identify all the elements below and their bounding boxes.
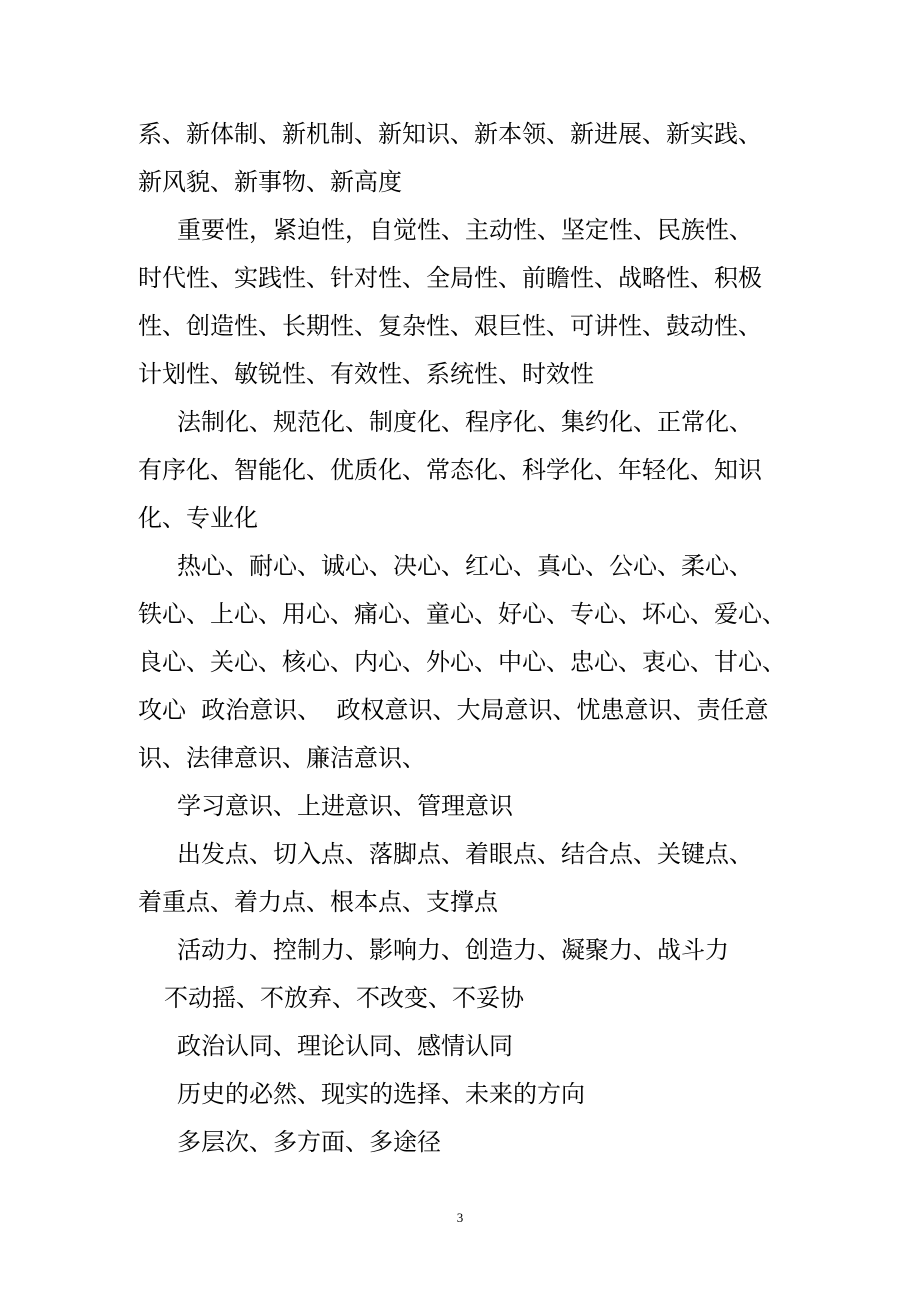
text-line: 着重点、着力点、根本点、支撑点 (138, 888, 498, 916)
text-line: 不动摇、不放弃、不改变、不妥协 (164, 984, 524, 1012)
text-line: 时代性、实践性、针对性、全局性、前瞻性、战略性、积极 (138, 264, 762, 292)
text-line: 化、专业化 (138, 504, 258, 532)
text-line: 有序化、智能化、优质化、常态化、科学化、年轻化、知识 (138, 456, 762, 484)
text-line: 良心、关心、核心、内心、外心、中心、忠心、衷心、甘心、 (138, 648, 786, 676)
page-number: 3 (456, 1210, 464, 1225)
text-line: 攻心 政治意识、 政权意识、大局意识、忧患意识、责任意 (138, 696, 769, 724)
text-line: 法制化、规范化、制度化、程序化、集约化、正常化、 (177, 408, 753, 436)
text-line: 计划性、敏锐性、有效性、系统性、时效性 (138, 360, 594, 388)
text-line: 出发点、切入点、落脚点、着眼点、结合点、关键点、 (177, 840, 753, 868)
text-line: 多层次、多方面、多途径 (177, 1128, 441, 1156)
text-line: 性、创造性、长期性、复杂性、艰巨性、可讲性、鼓动性、 (138, 312, 762, 340)
text-line: 重要性，紧迫性，自觉性、主动性、坚定性、民族性、 (177, 216, 753, 244)
text-line: 铁心、上心、用心、痛心、童心、好心、专心、坏心、爱心、 (138, 600, 786, 628)
text-line: 热心、耐心、诚心、决心、红心、真心、公心、柔心、 (177, 552, 753, 580)
text-line: 新风貌、新事物、新高度 (138, 168, 402, 196)
text-line: 活动力、控制力、影响力、创造力、凝聚力、战斗力 (177, 936, 729, 964)
text-line: 识、法律意识、廉洁意识、 (138, 744, 426, 772)
text-line: 政治认同、理论认同、感情认同 (177, 1032, 513, 1060)
text-line: 系、新体制、新机制、新知识、新本领、新进展、新实践、 (138, 120, 762, 148)
text-line: 学习意识、上进意识、管理意识 (177, 792, 513, 820)
text-line: 历史的必然、现实的选择、未来的方向 (177, 1080, 585, 1108)
